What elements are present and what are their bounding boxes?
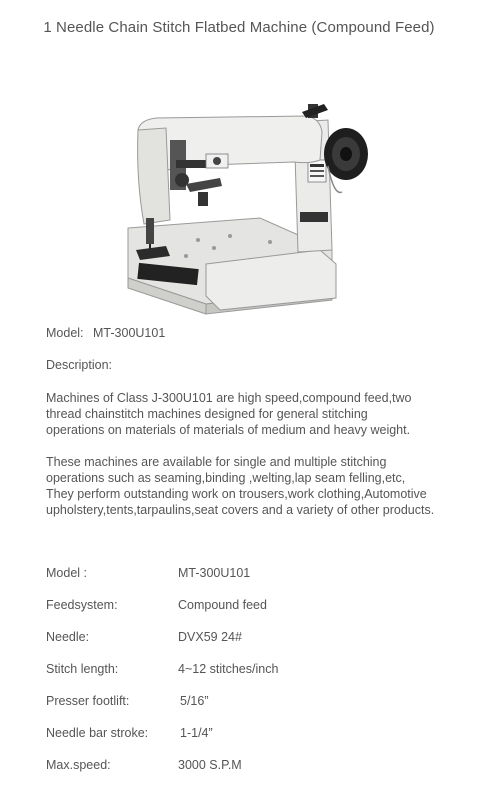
spec-value: Compound feed xyxy=(178,598,267,612)
description-paragraph-1 xyxy=(46,390,456,438)
spec-value: MT-300U101 xyxy=(178,566,251,580)
model-line xyxy=(46,326,165,340)
spec-value: 4~12 stitches/inch xyxy=(178,662,279,676)
paragraph-line: operations on materials of materials of medium and heavy weight. xyxy=(46,423,411,437)
paragraph-line: upholstery,tents,tarpaulins,seat covers and a variety of other products. xyxy=(46,503,435,517)
spec-value: DVX59 24# xyxy=(178,630,242,644)
spec-label: Needle bar stroke: xyxy=(46,726,149,740)
page-title: 1 Needle Chain Stitch Flatbed Machine (Compound Feed) xyxy=(43,19,435,36)
spec-value: 1-1/4” xyxy=(180,726,213,740)
spec-label: Stitch length: xyxy=(46,662,119,676)
spec-value: 5/16” xyxy=(180,694,209,708)
paragraph-line: These machines are available for single and multiple stitching xyxy=(46,455,387,469)
paragraph-line: operations such as seaming,binding ,welting,lap seam felling,etc, xyxy=(46,471,406,485)
spec-label: Presser footlift: xyxy=(46,694,130,708)
model-label: Model: xyxy=(46,326,84,340)
spec-value: 3000 S.P.M xyxy=(178,758,242,772)
paragraph-line: Machines of Class J-300U101 are high speed,compound feed,two xyxy=(46,391,412,405)
spec-label: Model : xyxy=(46,566,87,580)
spec-label: Needle: xyxy=(46,630,90,644)
sewing-machine-image xyxy=(110,100,380,320)
model-value: MT-300U101 xyxy=(93,326,166,340)
description-paragraph-2 xyxy=(46,454,456,518)
paragraph-line: They perform outstanding work on trousers,work clothing,Automotive xyxy=(46,487,427,501)
spec-label: Max.speed: xyxy=(46,758,111,772)
paragraph-line: thread chainstitch machines designed for general stitching xyxy=(46,407,368,421)
spec-label: Feedsystem: xyxy=(46,598,118,612)
description-label: Description: xyxy=(46,358,112,372)
